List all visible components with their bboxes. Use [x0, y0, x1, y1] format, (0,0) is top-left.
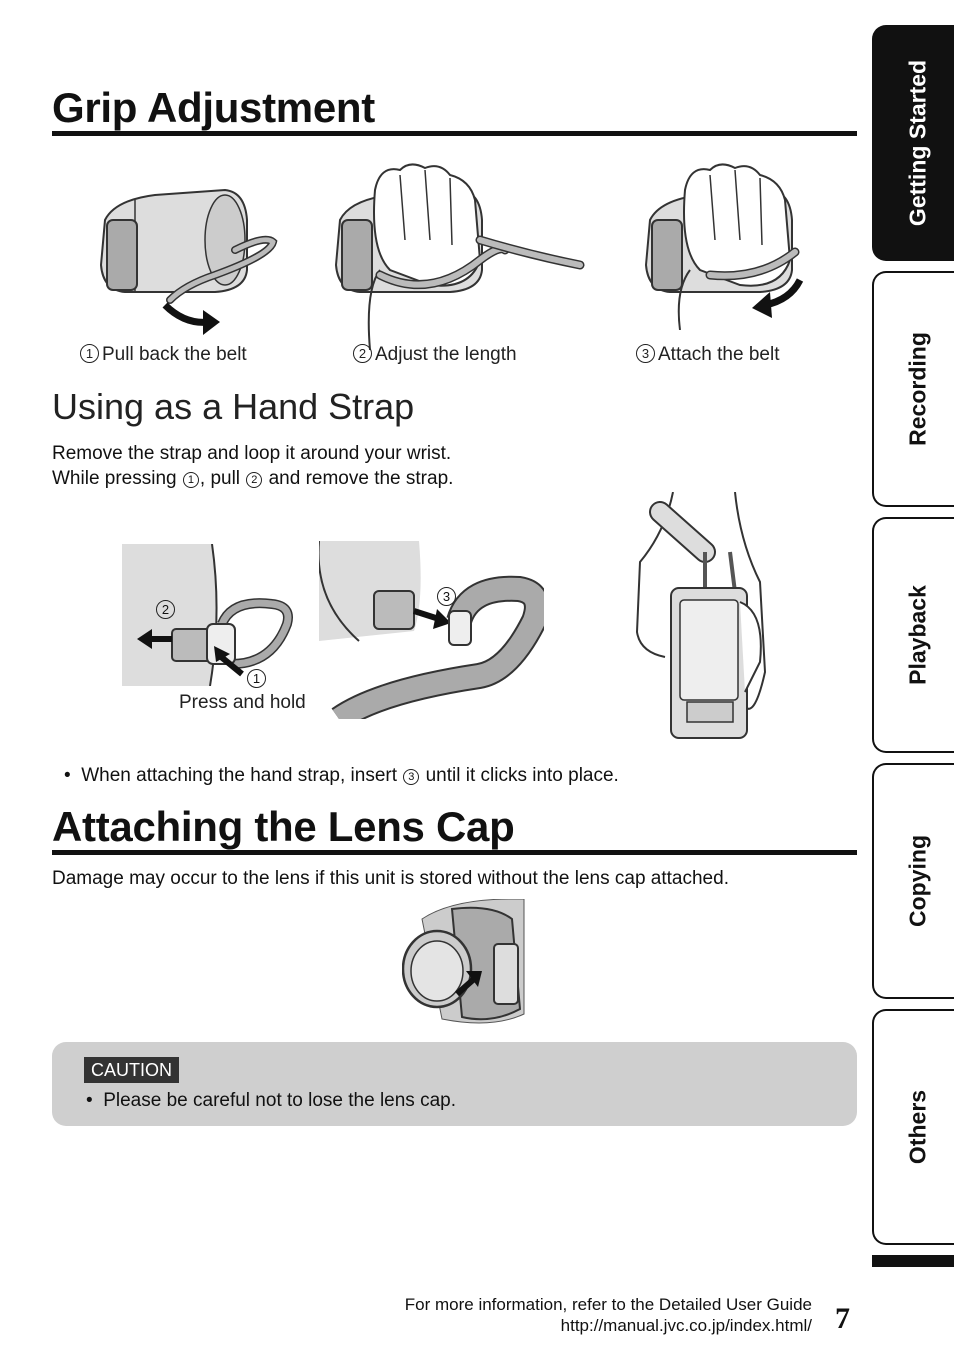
lens-cap-title-rule	[52, 850, 857, 855]
step-text: Attach the belt	[658, 344, 780, 365]
footer-line1: For more information, refer to the Detailed User Guide	[404, 1295, 812, 1314]
step-number: 1	[80, 344, 99, 363]
tab-copying[interactable]	[872, 763, 954, 999]
grip-step1-illustration	[95, 180, 285, 340]
text-segment: While pressing	[52, 468, 177, 489]
text-segment: , pull	[199, 468, 241, 489]
tab-getting-started[interactable]	[872, 25, 954, 261]
tab-playback[interactable]	[872, 517, 954, 753]
hand-strap-bullet	[64, 763, 619, 788]
strap-insert-illustration	[319, 541, 544, 719]
tab-label: Others	[904, 1089, 931, 1165]
text-segment: When attaching the hand strap, insert	[81, 765, 398, 786]
callout-3: 3	[437, 587, 456, 606]
lens-cap-title: Attaching the Lens Cap	[52, 803, 515, 850]
caution-text: Please be careful not to lose the lens cap.	[103, 1090, 456, 1111]
caution-bullet	[86, 1088, 456, 1113]
caution-box	[52, 1042, 857, 1126]
hand-strap-line2	[52, 466, 453, 491]
step-text: Adjust the length	[375, 344, 517, 365]
inline-number: 1	[183, 472, 199, 488]
callout-2: 2	[156, 600, 175, 619]
hand-strap-worn-illustration	[635, 492, 775, 742]
grip-step1-caption	[80, 344, 247, 366]
tab-others[interactable]	[872, 1009, 954, 1245]
strap-release-illustration	[122, 544, 302, 686]
tab-label: Copying	[904, 835, 931, 927]
grip-step3-caption	[636, 344, 779, 366]
inline-number: 2	[246, 472, 262, 488]
step-text: Pull back the belt	[102, 344, 247, 365]
bullet-dot: •	[64, 765, 82, 786]
step-number: 3	[636, 344, 655, 363]
page-number: 7	[835, 1302, 850, 1335]
lens-cap-illustration	[402, 899, 526, 1029]
press-hold-label: Press and hold	[179, 692, 306, 713]
tab-label: Recording	[904, 332, 931, 446]
inline-number: 3	[403, 769, 419, 785]
grip-step3-illustration	[640, 160, 820, 330]
footer-url[interactable]: http://manual.jvc.co.jp/index.html/	[560, 1316, 812, 1335]
sidebar-end-bar	[872, 1255, 954, 1267]
tab-label: Playback	[904, 585, 931, 685]
step-number: 2	[353, 344, 372, 363]
grip-title: Grip Adjustment	[52, 84, 375, 131]
grip-title-rule	[52, 131, 857, 136]
callout-1: 1	[247, 669, 266, 688]
text-segment: and remove the strap.	[268, 468, 454, 489]
caution-tag: CAUTION	[84, 1057, 179, 1083]
bullet-dot: •	[86, 1090, 104, 1111]
tab-label: Getting Started	[904, 59, 931, 227]
hand-strap-line1: Remove the strap and loop it around your wrist.	[52, 443, 452, 464]
grip-step2-caption	[353, 344, 517, 366]
hand-strap-title: Using as a Hand Strap	[52, 386, 415, 427]
text-segment: until it clicks into place.	[425, 765, 619, 786]
grip-step2-illustration	[330, 160, 590, 350]
tab-recording[interactable]	[872, 271, 954, 507]
lens-cap-text: Damage may occur to the lens if this unit is stored without the lens cap attached.	[52, 868, 729, 889]
